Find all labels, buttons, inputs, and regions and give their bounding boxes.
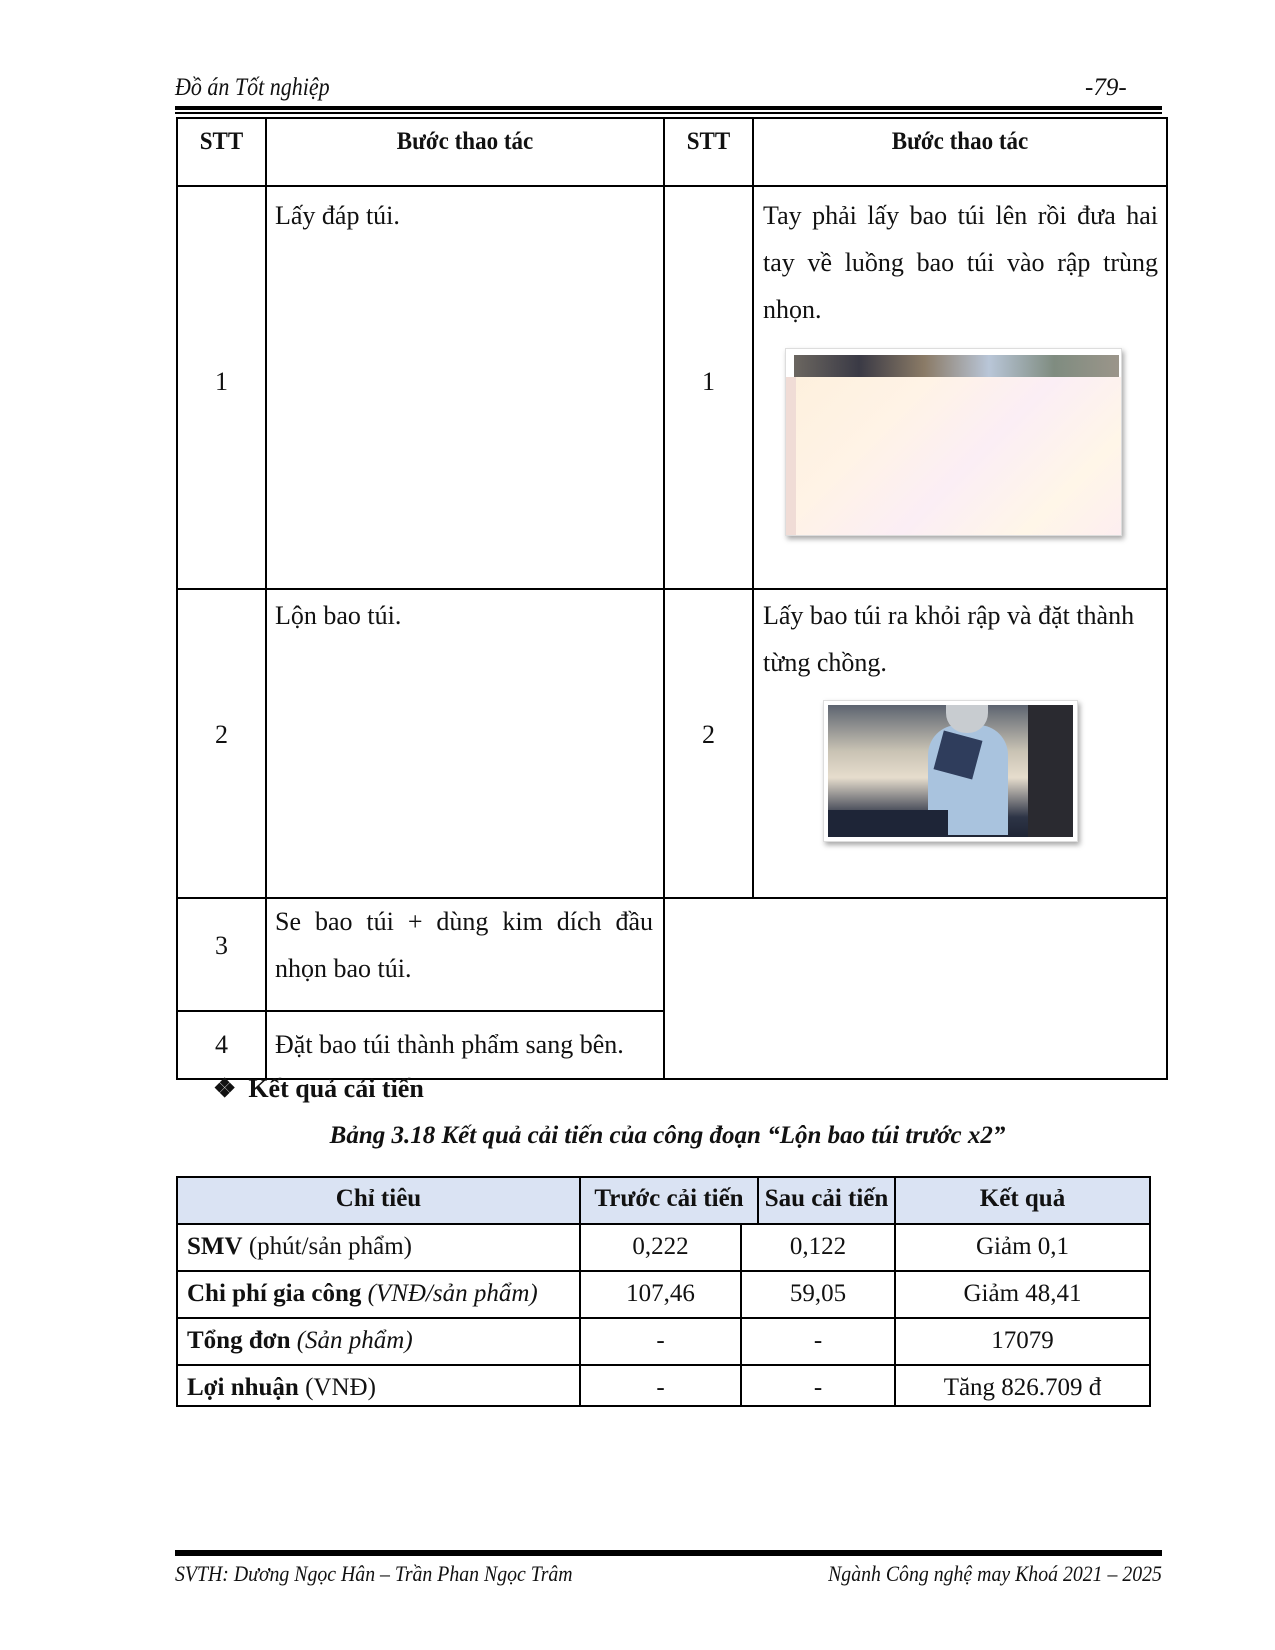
left-stt-2: 2	[215, 720, 228, 749]
label-unit: (phút/sản phẩm)	[242, 1233, 412, 1260]
right-step-2: Lấy bao túi ra khỏi rập và đặt thành từng chồng.	[763, 601, 1135, 677]
right-stt-1: 1	[702, 367, 715, 396]
left-step-2: Lộn bao túi.	[275, 601, 402, 630]
photo-worker-stacking-pockets	[823, 700, 1078, 842]
left-stt-4: 4	[215, 1030, 228, 1059]
table-divider	[176, 185, 1168, 187]
table-divider	[265, 117, 267, 1080]
header-rule-thick	[175, 106, 1162, 110]
label-unit: (VNĐ)	[298, 1374, 376, 1401]
table-divider	[176, 588, 1168, 590]
photo-person-right	[1028, 705, 1073, 837]
label-unit: (VNĐ/sản phẩm)	[361, 1280, 538, 1307]
results-row-before: 107,46	[626, 1280, 695, 1307]
results-row-before: -	[656, 1374, 665, 1401]
header-stt-right: STT	[686, 128, 731, 155]
footer-rule	[175, 1550, 1162, 1556]
bullet-diamond-icon: ❖	[213, 1074, 237, 1103]
page-number: -79-	[1085, 74, 1127, 101]
right-step-1: Tay phải lấy bao túi lên rồi đưa hai tay về luồng bao túi vào rập trùng nhọn.	[763, 201, 1158, 324]
header-stt-left: STT	[199, 128, 244, 155]
results-row-label	[187, 1224, 412, 1270]
table-border	[176, 117, 1168, 119]
label-bold: Tổng đơn	[187, 1327, 291, 1354]
results-row-result: Giảm 0,1	[975, 1233, 1070, 1260]
label-bold: Lợi nhuận	[187, 1374, 299, 1401]
table-divider	[752, 117, 754, 899]
footer-program: Ngành Công nghệ may Khoá 2021 – 2025	[828, 1561, 1162, 1586]
left-step-4: Đặt bao túi thành phẩm sang bên.	[275, 1030, 624, 1059]
table-border	[1166, 117, 1168, 1080]
results-row-label	[187, 1271, 538, 1317]
results-row-result: Tăng 826.709 đ	[943, 1374, 1102, 1401]
results-row-after: 0,122	[789, 1233, 847, 1260]
right-stt-2: 2	[702, 720, 715, 749]
results-header-after: Sau cải tiến	[764, 1185, 889, 1212]
label-bold: Chi phí gia công	[187, 1280, 362, 1307]
results-header-before: Trước cải tiến	[594, 1185, 744, 1212]
results-header-result: Kết quả	[979, 1185, 1066, 1212]
photo-scene	[828, 705, 1073, 837]
results-row-after: -	[813, 1327, 823, 1354]
section-title: Kết quả cải tiến	[248, 1074, 424, 1103]
table-caption: Bảng 3.18 Kết quả cải tiến của công đoạn “Lộn bao túi trước x2”	[329, 1122, 1006, 1149]
results-row-after: 59,05	[789, 1280, 847, 1307]
left-stt-1: 1	[215, 367, 228, 396]
photo-stack	[828, 810, 948, 837]
results-row-label	[187, 1318, 413, 1364]
table-border	[1149, 1176, 1151, 1407]
results-header-indicator: Chỉ tiêu	[335, 1185, 422, 1212]
header-step-left: Bước thao tác	[396, 128, 534, 155]
section-heading	[213, 1074, 424, 1104]
results-row-after: -	[813, 1374, 823, 1401]
results-row-result: 17079	[991, 1327, 1054, 1354]
results-row-before: 0,222	[632, 1233, 689, 1260]
results-row-label	[187, 1365, 376, 1411]
left-step-1: Lấy đáp túi.	[275, 201, 400, 230]
left-stt-3: 3	[215, 931, 228, 960]
header-rule-thin	[175, 112, 1162, 114]
table-divider	[176, 1010, 665, 1012]
photo-left-edge	[786, 377, 796, 535]
photo-worker-placing-pocket	[785, 348, 1122, 536]
results-row-result: Giảm 48,41	[963, 1280, 1082, 1307]
table-divider	[663, 117, 665, 1080]
left-step-3: Se bao túi + dùng kim dích đầu nhọn bao túi.	[275, 907, 653, 983]
footer-authors: SVTH: Dương Ngọc Hân – Trần Phan Ngọc Trâm	[175, 1561, 573, 1586]
document-title: Đồ án Tốt nghiệp	[175, 74, 330, 101]
results-row-before: -	[656, 1327, 665, 1354]
label-unit: (Sản phẩm)	[290, 1327, 413, 1354]
label-bold: SMV	[187, 1233, 243, 1260]
photo-strip-dark	[794, 355, 1119, 379]
header-step-right: Bước thao tác	[891, 128, 1029, 155]
photo-faded-area	[786, 377, 1121, 535]
